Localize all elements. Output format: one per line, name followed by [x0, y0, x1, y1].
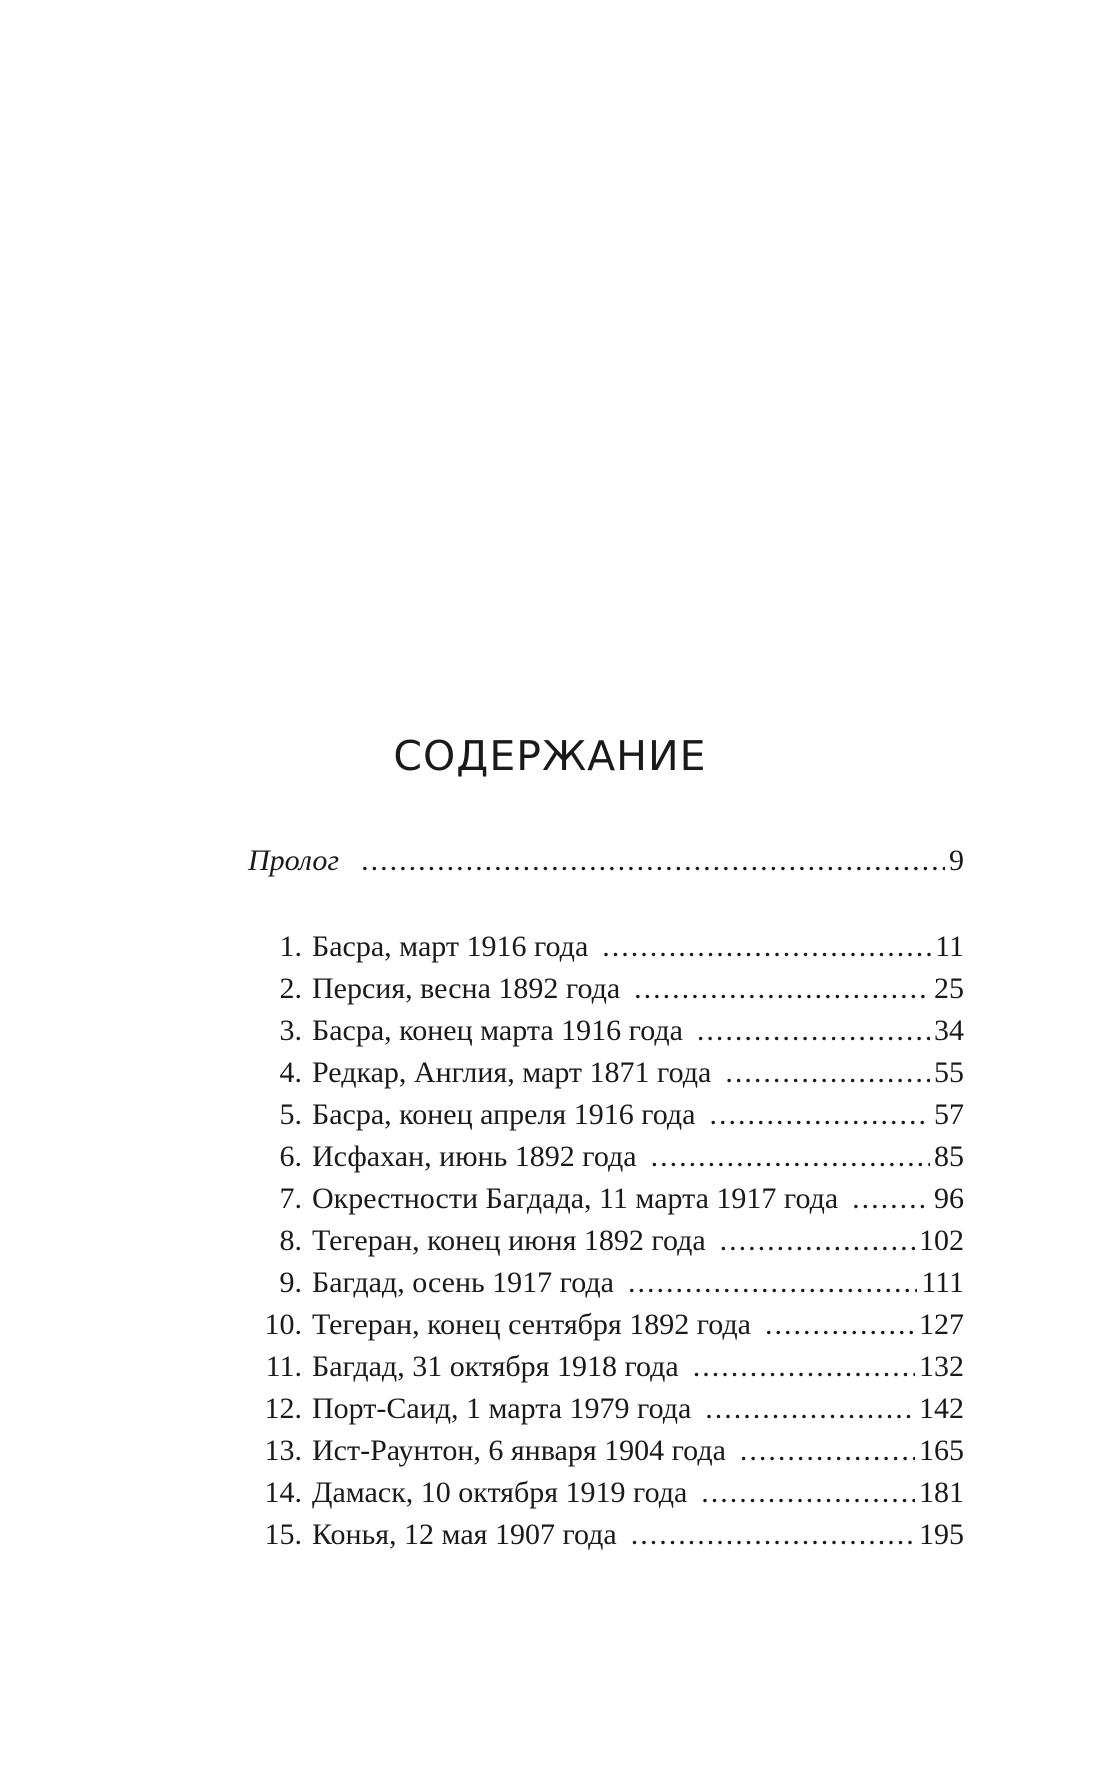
toc-entry[interactable]	[248, 1262, 964, 1304]
dot-leader	[701, 1472, 915, 1514]
toc-entry[interactable]	[248, 1010, 964, 1052]
dot-leader	[725, 1052, 930, 1094]
toc-entry-page: 165	[919, 1434, 964, 1467]
dot-leader	[765, 1304, 915, 1346]
toc-entry-page: 25	[934, 972, 964, 1005]
dot-leader	[697, 1010, 930, 1052]
toc-entry-number: 2.	[279, 972, 302, 1005]
toc-entry[interactable]	[248, 1052, 964, 1094]
toc-entry-number: 14.	[264, 1476, 302, 1509]
dot-leader	[628, 1262, 917, 1304]
toc-entry-label: Тегеран, конец июня 1892 года	[312, 1224, 706, 1257]
toc-entry-number: 10.	[264, 1308, 302, 1341]
toc-entry-label: Исфахан, июнь 1892 года	[312, 1140, 637, 1173]
toc-entry[interactable]	[248, 1514, 964, 1556]
toc-entry-label: Дамаск, 10 октября 1919 года	[312, 1476, 688, 1509]
dot-leader	[631, 1514, 915, 1556]
toc-entry-number: 5.	[279, 1098, 302, 1131]
toc-entry-label: Басра, конец апреля 1916 года	[312, 1098, 696, 1131]
toc-entry-label: Тегеран, конец сентября 1892 года	[312, 1308, 751, 1341]
dot-leader	[720, 1220, 915, 1262]
toc-entry-number: 9.	[279, 1266, 302, 1299]
page-title: СОДЕРЖАНИЕ	[393, 732, 707, 781]
toc-entry-page: 102	[919, 1224, 964, 1257]
toc-entry-page: 9	[949, 844, 964, 877]
toc-entry-label: Персия, весна 1892 года	[312, 972, 621, 1005]
dot-leader	[852, 1178, 930, 1220]
toc-entry[interactable]	[248, 1430, 964, 1472]
toc-entry-page: 96	[934, 1182, 964, 1215]
toc-entry-page: 132	[919, 1350, 964, 1383]
toc-entry-page: 55	[934, 1056, 964, 1089]
toc-entry-number: 15.	[264, 1518, 302, 1551]
dot-leader	[602, 926, 931, 968]
toc-entry-page: 34	[934, 1014, 964, 1047]
toc-entry-label: Конья, 12 мая 1907 года	[312, 1518, 617, 1551]
toc-entry-label: Ист-Раунтон, 6 января 1904 года	[312, 1434, 726, 1467]
toc-entry[interactable]	[248, 1094, 964, 1136]
toc-entry-page: 111	[921, 1266, 964, 1299]
dot-leader	[709, 1094, 930, 1136]
toc-entry[interactable]	[248, 1472, 964, 1514]
toc-entry-label: Басра, март 1916 года	[312, 930, 589, 963]
dot-leader	[705, 1388, 915, 1430]
toc-entry-number: 6.	[279, 1140, 302, 1173]
dot-leader	[651, 1136, 930, 1178]
toc-prolog	[248, 840, 964, 882]
toc-entry-number: 12.	[264, 1392, 302, 1425]
toc-entry-number: 11.	[265, 1350, 302, 1383]
toc-entry-label: Порт-Саид, 1 марта 1979 года	[312, 1392, 692, 1425]
toc-entry-number: 1.	[279, 930, 302, 963]
toc-entry[interactable]	[248, 1388, 964, 1430]
toc-entry-number: 13.	[264, 1434, 302, 1467]
toc-entry-page: 195	[919, 1518, 964, 1551]
toc-entry[interactable]	[248, 968, 964, 1010]
dot-leader	[740, 1430, 915, 1472]
toc-entry-page: 85	[934, 1140, 964, 1173]
toc-entry-label: Багдад, 31 октября 1918 года	[312, 1350, 679, 1383]
toc-entry-page: 57	[934, 1098, 964, 1131]
toc-entry[interactable]	[248, 1346, 964, 1388]
dot-leader	[361, 840, 945, 882]
toc-entry-label: Багдад, осень 1917 года	[312, 1266, 614, 1299]
dot-leader	[634, 968, 930, 1010]
toc-entry-number: 3.	[279, 1014, 302, 1047]
toc-entry[interactable]	[248, 1220, 964, 1262]
toc-entry-prolog[interactable]	[248, 840, 964, 882]
toc-entry-label: Редкар, Англия, март 1871 года	[312, 1056, 712, 1089]
toc-entry-label: Басра, конец марта 1916 года	[312, 1014, 683, 1047]
toc-entry-number: 4.	[279, 1056, 302, 1089]
toc-entry[interactable]	[248, 1136, 964, 1178]
toc-entry-page: 181	[919, 1476, 964, 1509]
toc-entry-number: 8.	[279, 1224, 302, 1257]
toc-entry-number: 7.	[279, 1182, 302, 1215]
toc-entry[interactable]	[248, 1178, 964, 1220]
toc-entry[interactable]	[248, 1304, 964, 1346]
dot-leader	[693, 1346, 915, 1388]
toc-chapter-list	[248, 926, 964, 1556]
toc-entry-label: Пролог	[248, 844, 340, 877]
toc-entry[interactable]	[248, 926, 964, 968]
toc-entry-page: 142	[919, 1392, 964, 1425]
toc-entry-label: Окрестности Багдада, 11 марта 1917 года	[312, 1182, 839, 1215]
toc-entry-page: 11	[935, 930, 964, 963]
toc-entry-page: 127	[919, 1308, 964, 1341]
